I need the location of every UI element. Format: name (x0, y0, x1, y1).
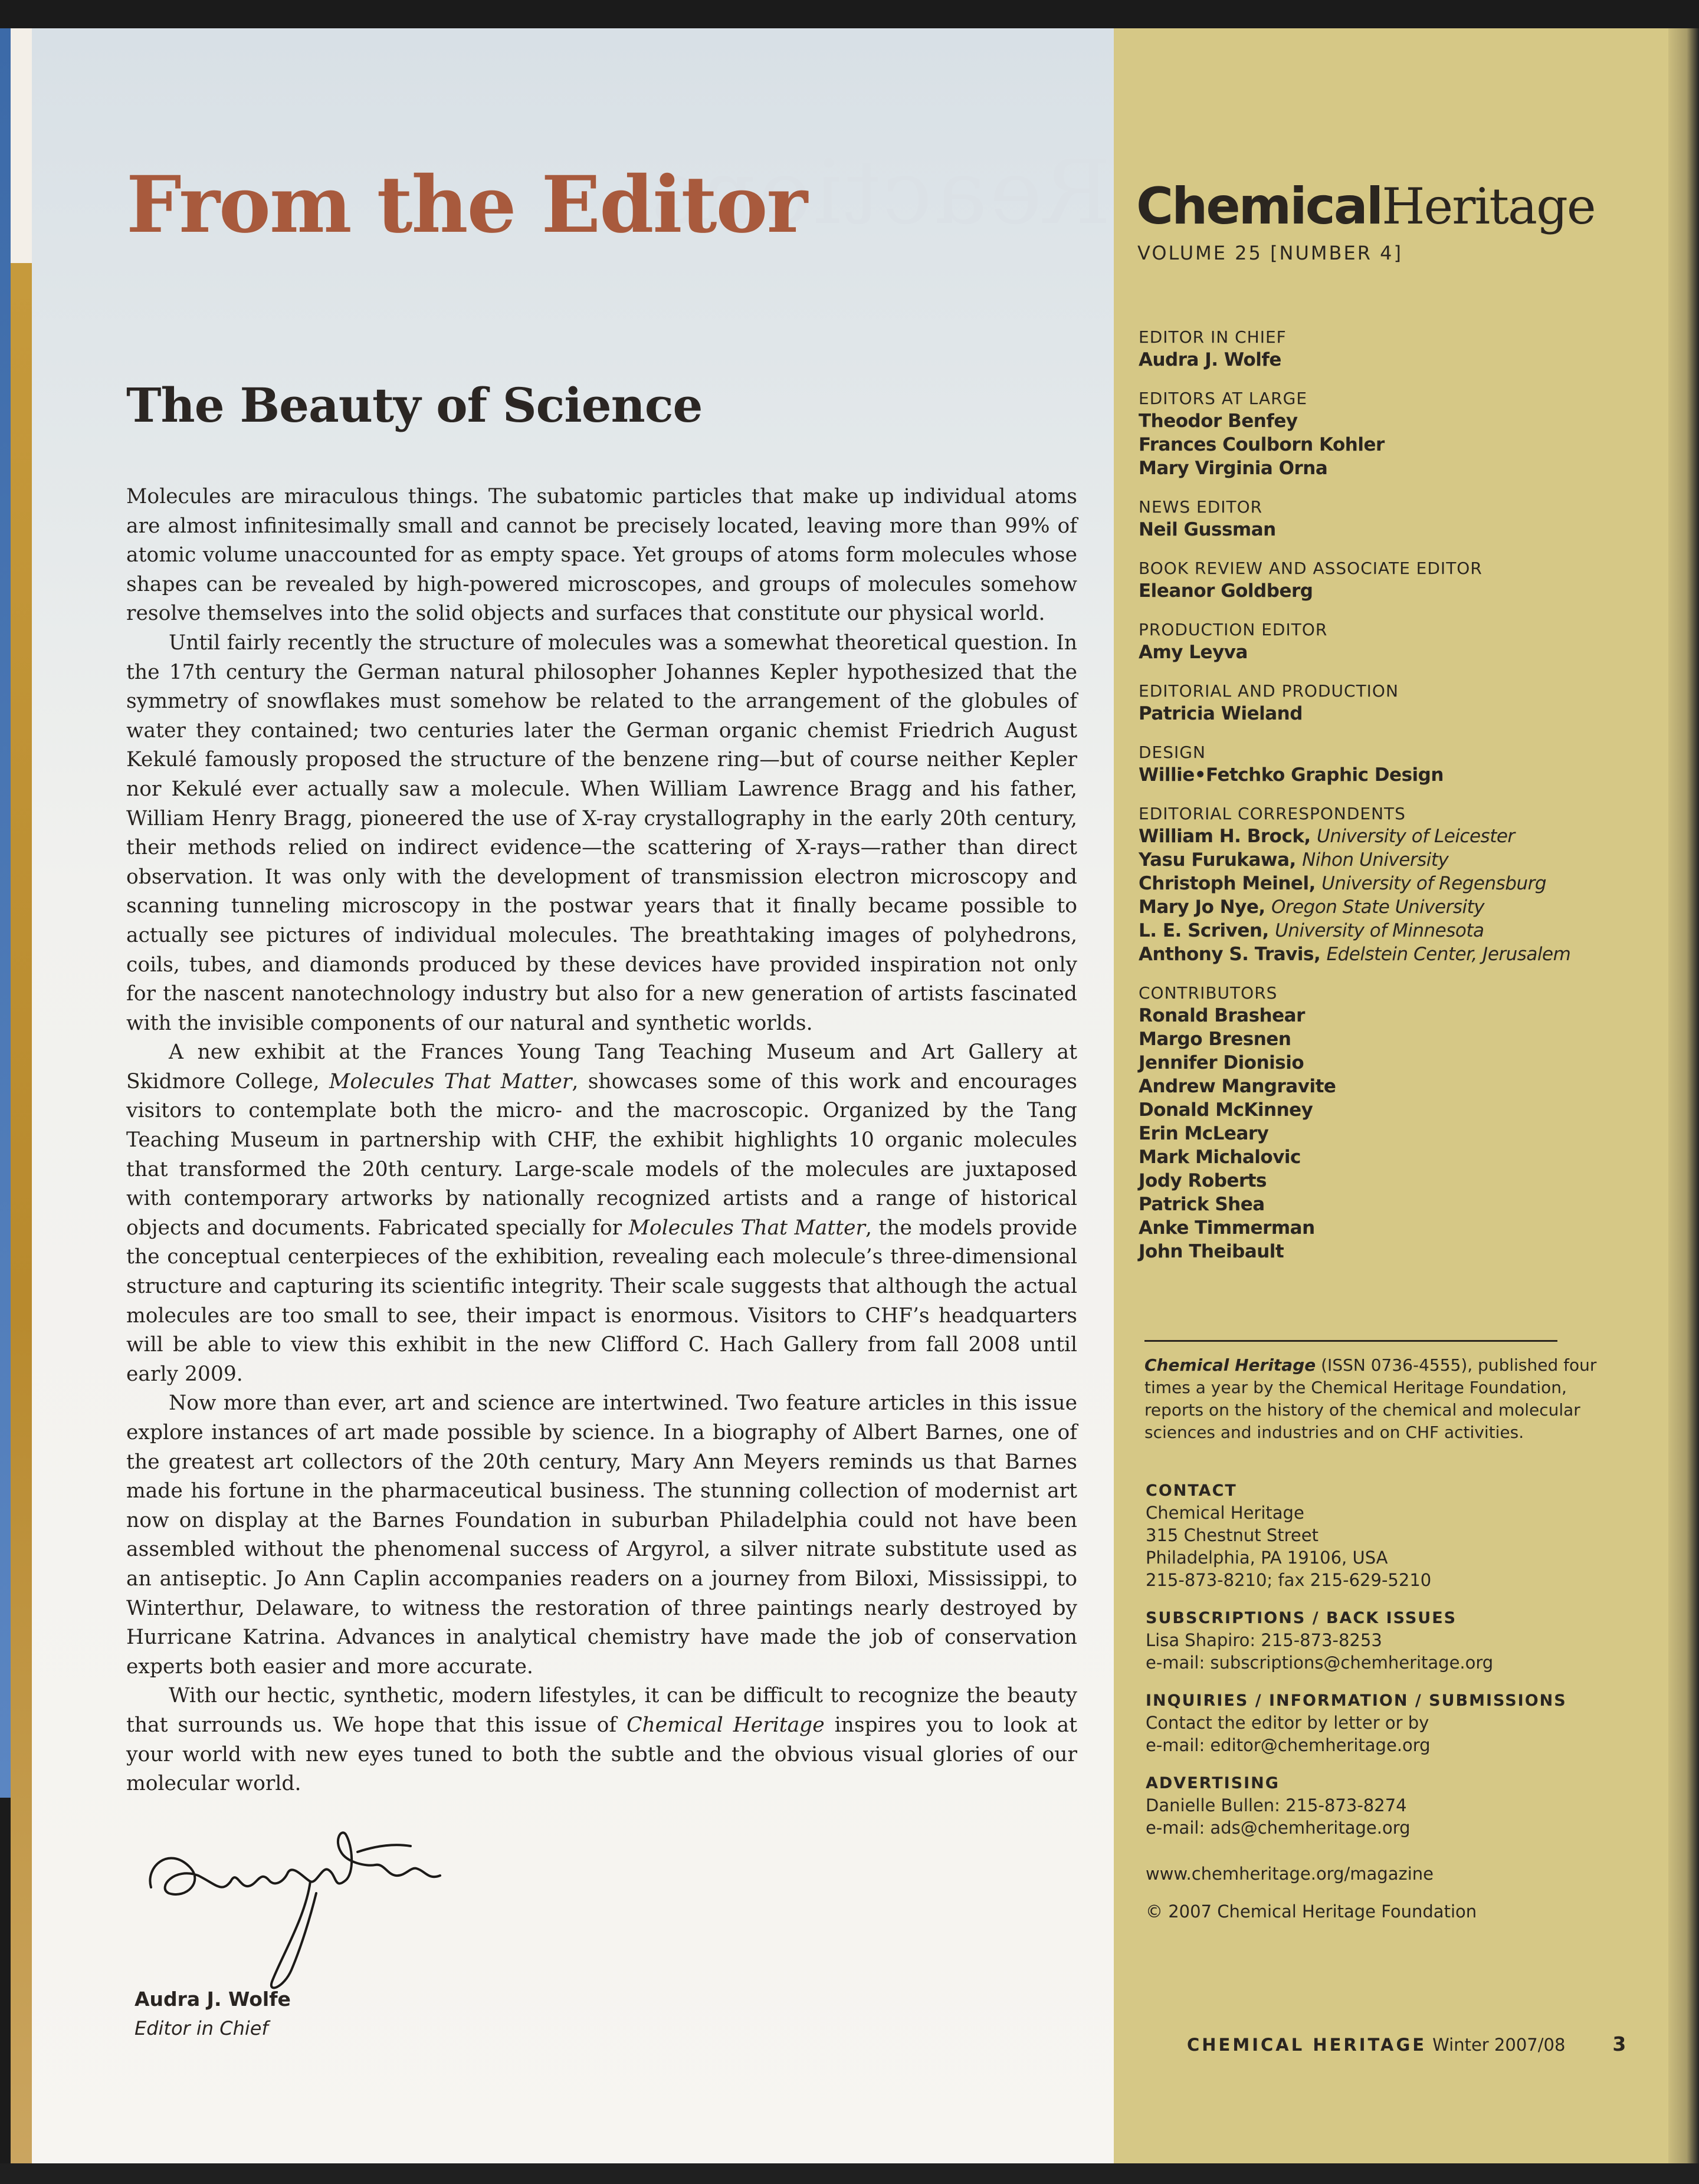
p5-text-b: inspires you to look at your world with new eyes tuned to both the subtle and the obvious visual glories of our molecular world. (126, 1713, 1077, 1796)
page-number: 3 (1612, 2032, 1626, 2055)
article-paragraph-3 (126, 1038, 1077, 1389)
exhibit-title-italic: Molecules That Matter (628, 1216, 866, 1240)
contributor: Anke Timmerman (1139, 1217, 1315, 1239)
logo-bold-word: Chemical (1136, 177, 1382, 236)
spine-edge-blue (0, 28, 11, 1798)
correspondent (1139, 872, 1658, 895)
scan-border-bottom (0, 2163, 1699, 2184)
staff-name: Amy Leyva (1139, 642, 1248, 663)
p3-text-b: , showcases some of this work and encourages visitors to contemplate both the micro- and the macroscopic. Organized by the Tang Teaching Museum in partnership with CHF, the exhibit highlights 10 organic molecules that transformed the 20th century. Large-scale models of the molecules are juxtaposed with contemporary artworks by nationally recognized artists and a range of historical objects and documents. Fabricated specially for (126, 1069, 1077, 1240)
article-paragraph-1: Molecules are miraculous things. The subatomic particles that make up individual atoms are almost infinitesimally small and cannot be precisely located, leaving more than 99% of atomic volume unaccounted for as empty space. Yet groups of atoms form molecules whose shapes can be revealed by high-powered microscopes, and groups of molecules somehow resolve themselves into the solid objects and surfaces that constitute our physical world. (126, 485, 1077, 626)
contact-heading: CONTACT (1146, 1482, 1237, 1500)
subscriptions-line: Lisa Shapiro: 215-873-8253 (1146, 1630, 1382, 1650)
p5-text-a: With our hectic, synthetic, modern lifestyles, it can be difficult to recognize the beauty that surrounds us. We hope that this issue of (126, 1684, 1077, 1737)
contact-info (1146, 1480, 1641, 1923)
contributor: Ronald Brashear (1139, 1005, 1305, 1026)
footer-magazine-name: CHEMICAL HERITAGE (1187, 2035, 1427, 2055)
role-label: BOOK REVIEW AND ASSOCIATE EDITOR (1139, 559, 1482, 578)
staff-name: Patricia Wieland (1139, 703, 1303, 724)
role-label: EDITORIAL AND PRODUCTION (1139, 681, 1399, 701)
publication-title: Chemical Heritage (1144, 1355, 1316, 1375)
magazine-logo (1136, 177, 1595, 236)
correspondent-name: William H. Brock, (1139, 826, 1311, 847)
contributor: Mark Michalovic (1139, 1147, 1301, 1168)
role-label: CONTRIBUTORS (1139, 983, 1278, 1003)
subscriptions-heading: SUBSCRIPTIONS / BACK ISSUES (1146, 1609, 1457, 1627)
correspondent (1139, 919, 1658, 942)
subscriptions-email[interactable]: e-mail: subscriptions@chemheritage.org (1146, 1653, 1494, 1673)
correspondent-institution: University of Regensburg (1321, 873, 1547, 894)
logo-serif-word: Heritage (1382, 178, 1595, 235)
publication-statement (1144, 1354, 1605, 1444)
article-title: The Beauty of Science (126, 377, 703, 433)
correspondent (1139, 848, 1658, 872)
article-paragraph-4: Now more than ever, art and science are intertwined. Two feature articles in this issue explore instances of art made possible by science. In a biography of Albert Barnes, one of the greatest art collectors of the 20th century, Mary Ann Meyers reminds us that Barnes made his fortune in the pharmaceutical business. The stunning collection of modernist art now on display at the Barnes Foundation in suburban Philadelphia could not have been assembled without the phenomenal success of Argyrol, a silver nitrate substitute used as an antiseptic. Jo Ann Caplin accompanies readers on a journey from Biloxi, Mississippi, to Winterthur, Delaware, to witness the restoration of three paintings nearly destroyed by Hurricane Katrina. Advances in analytical chemistry have made the job of conservation experts both easier and more accurate. (126, 1391, 1077, 1679)
contributor: Andrew Mangravite (1139, 1076, 1336, 1097)
role-label: EDITORS AT LARGE (1139, 389, 1308, 408)
staff-listing (1139, 327, 1658, 1263)
p3-text-c: , the models provide the conceptual centerpieces of the exhibition, revealing each molecule’s three-dimensional structure and capturing its scientific integrity. Their scale suggests that although the actual molecules are too small to see, their impact is enormous. Visitors to CHF’s headquarters will be able to view this exhibit in the new Clifford C. Hach Gallery from fall 2008 until early 2009. (126, 1216, 1078, 1386)
contact-line: 215-873-8210; fax 215-629-5210 (1146, 1570, 1432, 1590)
role-label: EDITOR IN CHIEF (1139, 327, 1287, 347)
exhibit-title-italic: Molecules That Matter (329, 1069, 572, 1093)
correspondent-name: Mary Jo Nye, (1139, 896, 1265, 918)
inquiries-email[interactable]: e-mail: editor@chemheritage.org (1146, 1735, 1431, 1755)
advertising-heading: ADVERTISING (1146, 1774, 1280, 1792)
contact-line: Philadelphia, PA 19106, USA (1146, 1548, 1388, 1568)
inquiries-heading: INQUIRIES / INFORMATION / SUBMISSIONS (1146, 1692, 1567, 1710)
author-title: Editor in Chief (135, 2017, 268, 2040)
correspondent (1139, 825, 1658, 848)
contributor: Donald McKinney (1139, 1099, 1313, 1121)
contributor: Patrick Shea (1139, 1194, 1265, 1215)
article-paragraph-2: Until fairly recently the structure of molecules was a somewhat theoretical question. In the 17th century the German natural philosopher Johannes Kepler hypothesized that the symmetry of snowflakes must somehow be related to the arrangement of the globules of water they contained; two centuries later the German organic chemist Friedrich August Kekulé famously proposed the structure of the benzene ring—but of course neither Kepler nor Kekulé ever actually saw a molecule. When William Lawrence Bragg and his father, William Henry Bragg, pioneered the use of X-ray crystallography in the early 20th century, their methods relied on indirect evidence—the scattering of X-rays—rather than direct observation. It was only with the development of transmission electron microscopy and scanning tunneling microscopy in the postwar years that it finally became possible to actually see pictures of individual molecules. The breathtaking images of polyhedrons, coils, tubes, and diamonds produced by these devices have provided inspiration not only for the nascent nanotechnology industry but also for a new generation of artists fascinated with the invisible components of our natural and synthetic worlds. (126, 630, 1077, 1035)
advertising-email[interactable]: e-mail: ads@chemheritage.org (1146, 1818, 1411, 1838)
role-label: PRODUCTION EDITOR (1139, 620, 1328, 639)
correspondent-name: Yasu Furukawa, (1139, 849, 1296, 871)
advertising-line: Danielle Bullen: 215-873-8274 (1146, 1795, 1407, 1815)
correspondent (1139, 942, 1658, 966)
staff-name: Neil Gussman (1139, 519, 1276, 540)
article-paragraph-5 (126, 1681, 1077, 1798)
contributor: John Theibault (1139, 1241, 1284, 1262)
role-label: EDITORIAL CORRESPONDENTS (1139, 804, 1406, 823)
p3-text-a: A new exhibit at the Frances Young Tang Teaching Museum and Art Gallery at Skidmore College, (126, 1040, 1077, 1093)
staff-name: Willie•Fetchko Graphic Design (1139, 764, 1444, 786)
section-title: From the Editor (126, 159, 807, 251)
website-link[interactable]: www.chemheritage.org/magazine (1146, 1864, 1434, 1884)
correspondent-institution: Nihon University (1302, 849, 1449, 871)
staff-name: Eleanor Goldberg (1139, 580, 1313, 602)
inquiries-line: Contact the editor by letter or by (1146, 1713, 1429, 1733)
role-label: NEWS EDITOR (1139, 497, 1263, 517)
contact-line: 315 Chestnut Street (1146, 1525, 1318, 1545)
divider (1144, 1340, 1557, 1342)
page-footer (1187, 2032, 1626, 2055)
spine-edge-gold (11, 28, 32, 2163)
magazine-title-italic: Chemical Heritage (627, 1713, 825, 1737)
correspondent-name: L. E. Scriven, (1139, 920, 1269, 941)
volume-number: VOLUME 25 [NUMBER 4] (1137, 242, 1403, 264)
role-label: DESIGN (1139, 743, 1206, 762)
contributor: Erin McLeary (1139, 1123, 1269, 1144)
publication-text: (ISSN 0736-4555), published four times a year by the Chemical Heritage Foundation, reports on the history of the chemical and molecular sciences and industries and on CHF activities. (1144, 1355, 1597, 1442)
handwritten-signature (133, 1811, 464, 1999)
staff-name: Theodor Benfey (1139, 410, 1298, 432)
copyright-notice: © 2007 Chemical Heritage Foundation (1146, 1901, 1477, 1922)
correspondent-institution: University of Leicester (1317, 826, 1515, 847)
contributor: Jody Roberts (1139, 1170, 1267, 1191)
page-edge-right (1668, 28, 1699, 2163)
staff-name: Frances Coulborn Kohler (1139, 434, 1385, 455)
correspondent-name: Christoph Meinel, (1139, 873, 1316, 894)
correspondent-name: Anthony S. Travis, (1139, 944, 1321, 965)
contributor: Margo Bresnen (1139, 1029, 1291, 1050)
contact-line: Chemical Heritage (1146, 1503, 1304, 1523)
author-name: Audra J. Wolfe (135, 1988, 291, 2011)
correspondent-institution: University of Minnesota (1275, 920, 1484, 941)
correspondent-institution: Oregon State University (1271, 896, 1485, 918)
correspondent (1139, 895, 1658, 919)
editorial-article-body (126, 482, 1077, 1799)
footer-issue-date: Winter 2007/08 (1432, 2035, 1566, 2055)
show-through-text-decoration: Reactions (649, 142, 1111, 244)
contributor: Jennifer Dionisio (1139, 1052, 1304, 1073)
correspondent-institution: Edelstein Center, Jerusalem (1326, 944, 1571, 965)
staff-name: Audra J. Wolfe (1139, 349, 1281, 370)
staff-name: Mary Virginia Orna (1139, 458, 1328, 479)
